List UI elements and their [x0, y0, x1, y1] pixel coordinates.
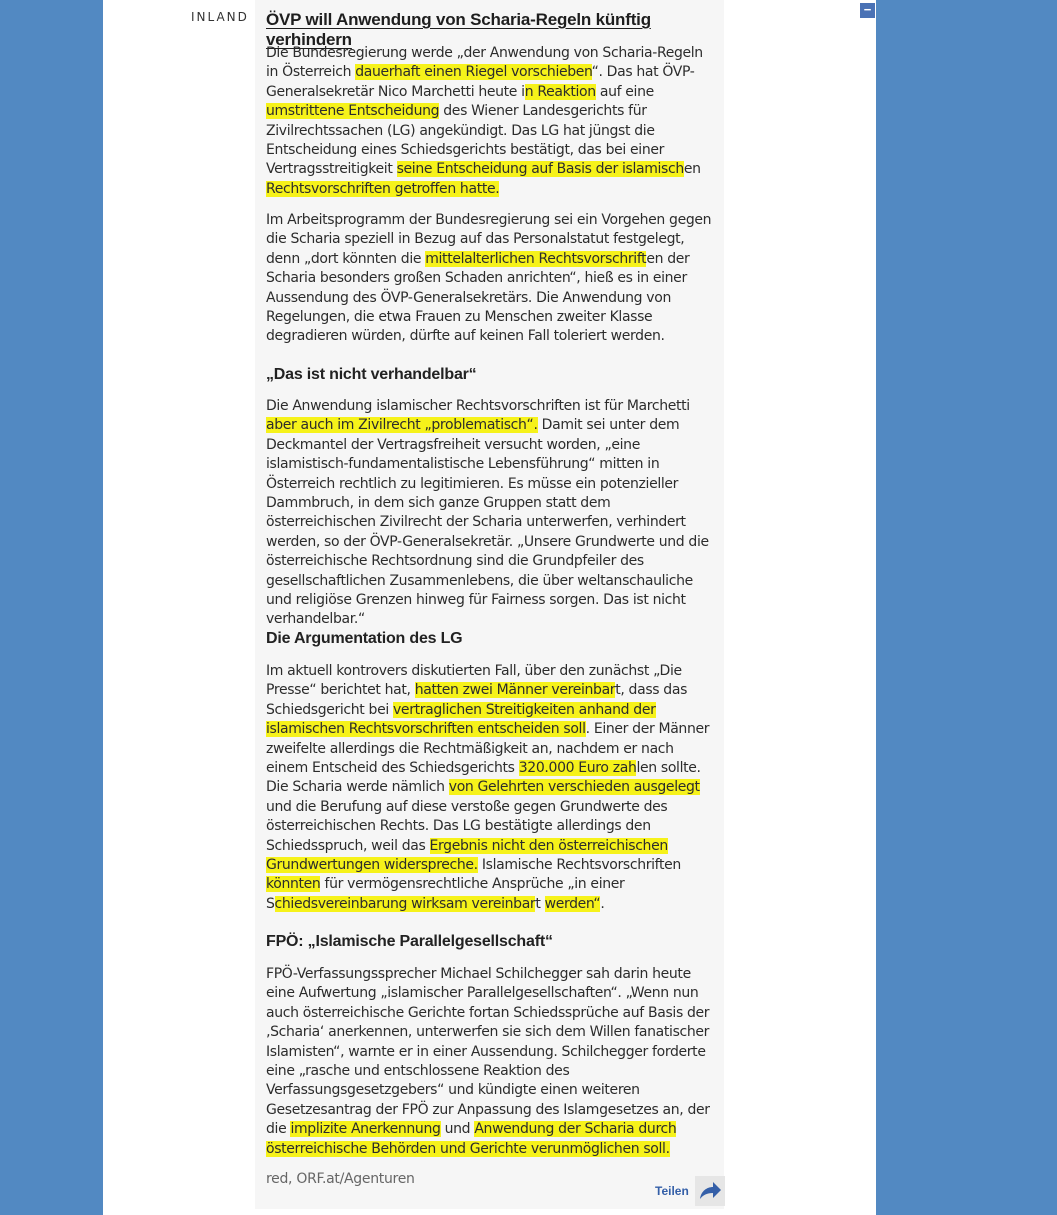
highlight: umstrittene Entscheidung — [266, 103, 440, 120]
text-run: t — [535, 895, 545, 912]
paragraph-4 — [266, 662, 718, 914]
page — [103, 0, 876, 1215]
highlight: aber auch im Zivilrecht „problematisch“. — [266, 417, 538, 434]
text-run: len sollte. Die Scharia werde nämlich — [266, 760, 701, 796]
headline-text: ÖVP will Anwendung von Scharia-Regeln künftig verhindern — [266, 10, 651, 49]
text-run: und die Berufung auf diese verstoße gegen Grundwerte des österreichischen Rechts. Das LG bestätigte allerdings den Schiedsspruch, weil das — [266, 798, 668, 854]
highlight: 320.000 Euro zah — [518, 760, 637, 777]
share-button[interactable] — [655, 1176, 725, 1206]
text-run: FPÖ-Verfassungssprecher Michael Schilchegger sah darin heute eine Aufwertung „islamischer Parallelgesellschaften“. „Wenn nun auch österreichische Gerichte fortan Schiedssprüche auf Basis der ‚Scharia‘ anerkennen, unterwerfen sie sich dem Willen fanatischer Islamisten“, warnte er in einer Aussendung. Schilchegger forderte eine „rasche und entschlossene Reaktion des Verfassungsgesetzgebers“ und kündigte einen weiteren Gesetzesantrag der FPÖ zur Anpassung des Islamgesetzes an, der die — [266, 966, 710, 1138]
text-run: en — [683, 161, 701, 178]
paragraph-1 — [266, 44, 718, 199]
highlight: mittelalterlichen Rechtsvorschrift — [425, 250, 647, 267]
share-label: Teilen — [655, 1184, 689, 1198]
text-run: auf eine — [595, 83, 654, 100]
article — [255, 0, 872, 1209]
highlight: von Gelehrten verschieden ausgelegt — [448, 779, 700, 796]
highlight: implizite Anerkennung — [290, 1121, 441, 1138]
highlight: n Reaktion — [524, 83, 596, 100]
text-run: en der Scharia besonders großen Schaden anrichten“, hieß es in einer Aussendung des ÖVP-Generalsekretärs. Die Anwendung von Regelungen, die etwa Frauen zu Menschen zweiter Klasse degradieren würden, dürfte auf keinen Fall toleriert werden. — [266, 250, 690, 345]
paragraph-3 — [266, 397, 718, 630]
text-run: . Einer der Männer zweifelte allerdings die Rechtmäßigkeit an, nachdem er nach einem Entscheid des Schiedsgerichts — [266, 721, 710, 777]
text-run: Islamische Rechtsvorschriften — [477, 857, 681, 874]
highlight: Anwendung der Scharia durch österreichische Behörden und Gerichte verunmöglichen soll. — [266, 1121, 677, 1157]
subheading-1: „Das ist nicht verhandelbar“ — [266, 366, 477, 383]
text-run: Im aktuell kontrovers diskutierten Fall, über den zunächst „Die Presse“ berichtet hat, — [266, 663, 682, 699]
highlight: hatten zwei Männer vereinbar — [414, 682, 616, 699]
text-run: Die Bundesregierung werde „der Anwendung von Scharia-Regeln in Österreich — [266, 45, 703, 81]
text-run: des Wiener Landesgerichts für Zivilrechtssachen (LG) angekündigt. Das LG hat jüngst die Entscheidung eines Schiedsgerichts bestätigt, das bei einer Vertragsstreitigkeit — [266, 103, 665, 178]
highlight: werden“ — [544, 895, 601, 912]
highlight: Rechtsvorschriften getroffen hatte. — [266, 180, 500, 197]
category-label: INLAND — [191, 10, 249, 24]
highlight: dauerhaft einen Riegel vorschieben — [355, 64, 592, 81]
share-arrow-icon[interactable] — [695, 1176, 725, 1206]
highlight: könnten — [266, 876, 321, 893]
source-credit: red, ORF.at/Agenturen — [266, 1171, 415, 1187]
text-run: Im Arbeitsprogramm der Bundesregierung sei ein Vorgehen gegen die Scharia speziell in Bezug auf das Personalstatut festgelegt, denn „dort könnten die — [266, 212, 712, 267]
text-run: für vermögensrechtliche Ansprüche „in einer S — [266, 876, 625, 912]
text-run: t, dass das Schiedsgericht bei — [266, 682, 688, 718]
highlight: seine Entscheidung auf Basis der islamisch — [396, 161, 684, 178]
paragraph-2 — [266, 211, 718, 347]
subheading-2: Die Argumentation des LG — [266, 630, 463, 647]
collapse-button[interactable]: − — [860, 3, 875, 18]
highlight: Ergebnis nicht den österreichischen Grundwertungen widerspreche. — [266, 837, 668, 874]
text-run: und — [440, 1121, 475, 1138]
text-run: . — [600, 895, 605, 912]
paragraph-5 — [266, 965, 718, 1159]
highlight: chiedsvereinbarung wirksam vereinbar — [274, 895, 536, 912]
text-run: Damit sei unter dem Deckmantel der Vertragsfreiheit versucht worden, „eine islamistisch-fundamentalistische Lebensführung“ mitten in Österreich rechtlich zu legitimieren. Es müsse ein potenzieller Dammbruch, in dem sich ganze Gruppen statt dem österreichischen Zivilrecht der Scharia unterwerfen, verhindert werden, so der ÖVP-Generalsekretär. „Unsere Grundwerte und die österreichische Rechtsordnung sind die Grundpfeiler des gesellschaftlichen Zusammenlebens, die über weltanschauliche und religiöse Grenzen hinweg für Fairness sorgen. Das ist nicht verhandelbar.“ — [266, 417, 709, 628]
text-run: “. Das hat ÖVP-Generalsekretär Nico Marchetti heute i — [266, 64, 695, 100]
text-run: Die Anwendung islamischer Rechtsvorschriften ist für Marchetti — [266, 398, 690, 414]
highlight: vertraglichen Streitigkeiten anhand der islamischen Rechtsvorschriften entscheiden soll — [266, 701, 656, 738]
subheading-3: FPÖ: „Islamische Parallelgesellschaft“ — [266, 933, 553, 950]
